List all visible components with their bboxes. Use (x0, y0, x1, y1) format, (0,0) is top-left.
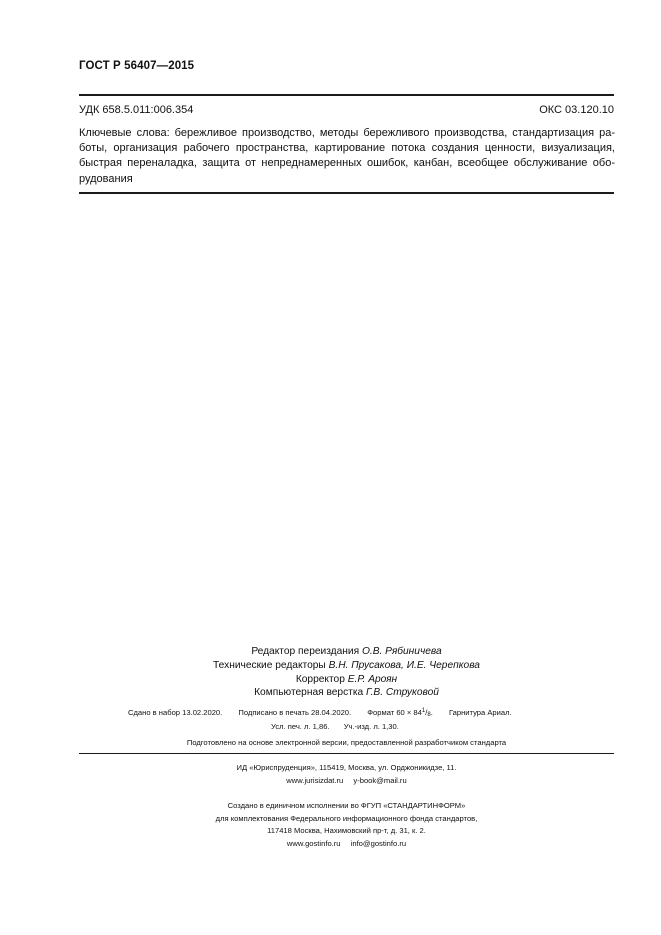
layout-line (79, 686, 614, 700)
editorial-credits (79, 645, 614, 700)
imprint-row-dates (128, 708, 526, 718)
gostinfo-site-link[interactable]: www.gostinfo.ru (286, 838, 341, 848)
format-numerator: 1 (421, 708, 426, 714)
jurisprudence-contacts (79, 775, 614, 788)
tech-editors-label: Технические редакторы (213, 659, 326, 671)
top-divider (79, 94, 614, 96)
editor-label: Редактор переиздания (251, 646, 360, 657)
spacer (79, 787, 614, 800)
editor-name: О.В. Рябиничева (361, 646, 442, 657)
layout-label: Компьютерная верстка (254, 687, 364, 699)
paper-format: Формат $60 \times 84^1/_8$. (367, 708, 433, 718)
tech-editors-names: В.Н. Прусакова, И.Е. Черепкова (328, 659, 480, 671)
document-code: ГОСТ Р 56407—2015 (79, 60, 195, 72)
layout-name: Г.В. Струковой (366, 687, 439, 699)
print-sheets: Усл. печ. л. 1,86. (271, 722, 330, 731)
standartinform-contacts (79, 838, 614, 851)
publisher-divider (79, 753, 614, 754)
jurisprudence-site-link[interactable]: www.jurisizdat.ru (286, 775, 344, 785)
publish-sheets: Уч.-изд. л. 1,30. (343, 722, 399, 731)
standartinform-address: 117418 Москва, Нахимовский пр-т, д. 31, к. 2. (267, 826, 426, 836)
tech-editors-line (79, 659, 614, 673)
corrector-label: Корректор (295, 673, 345, 685)
created-note: Создано в единичном исполнении во ФГУП «СТАНДАРТИНФОРМ» (227, 801, 466, 811)
udk-code: УДК 658.5.011:006.354 (79, 104, 194, 116)
format-suffix: . (430, 708, 433, 717)
publisher-info (79, 762, 614, 851)
format-denominator: 8 (427, 712, 431, 718)
jurisprudence-address: ИД «Юриспруденция», 115419, Москва, ул. Орджоникидзе, 11. (236, 763, 457, 772)
signed-for-print: Подписано в печать 28.04.2020. (238, 708, 352, 717)
typeface: Гарнитура Ариал. (448, 708, 512, 717)
keywords-paragraph: Ключевые слова: бережливое производство, методы бережливого производства, стандартизация работы, организация рабочего пространства, картирование потока создания ценности, визуализация, быстрая переналадка, защита от непреднамеренных ошибок, канбан, всеобщее обслуживание оборудования (79, 127, 615, 185)
imprint-row-sheets (271, 722, 411, 731)
fund-note: для комплектования Федерального информационного фонда стандартов, (215, 813, 478, 823)
sent-to-typesetting: Сдано в набор 13.02.2020. (128, 708, 223, 717)
jurisprudence-email-link[interactable]: y-book@mail.ru (353, 775, 407, 785)
gostinfo-email-link[interactable]: info@gostinfo.ru (350, 838, 407, 848)
corrector-line (79, 673, 614, 687)
oks-code: ОКС 03.120.10 (539, 104, 614, 116)
keywords-divider (79, 192, 614, 194)
editor-line (79, 645, 614, 659)
format-prefix: Формат 60 × 84 (367, 708, 422, 717)
corrector-name: Е.Р. Ароян (347, 673, 398, 685)
prepared-note: Подготовлено на основе электронной версии, предоставленной разработчиком стандарта (186, 738, 507, 747)
